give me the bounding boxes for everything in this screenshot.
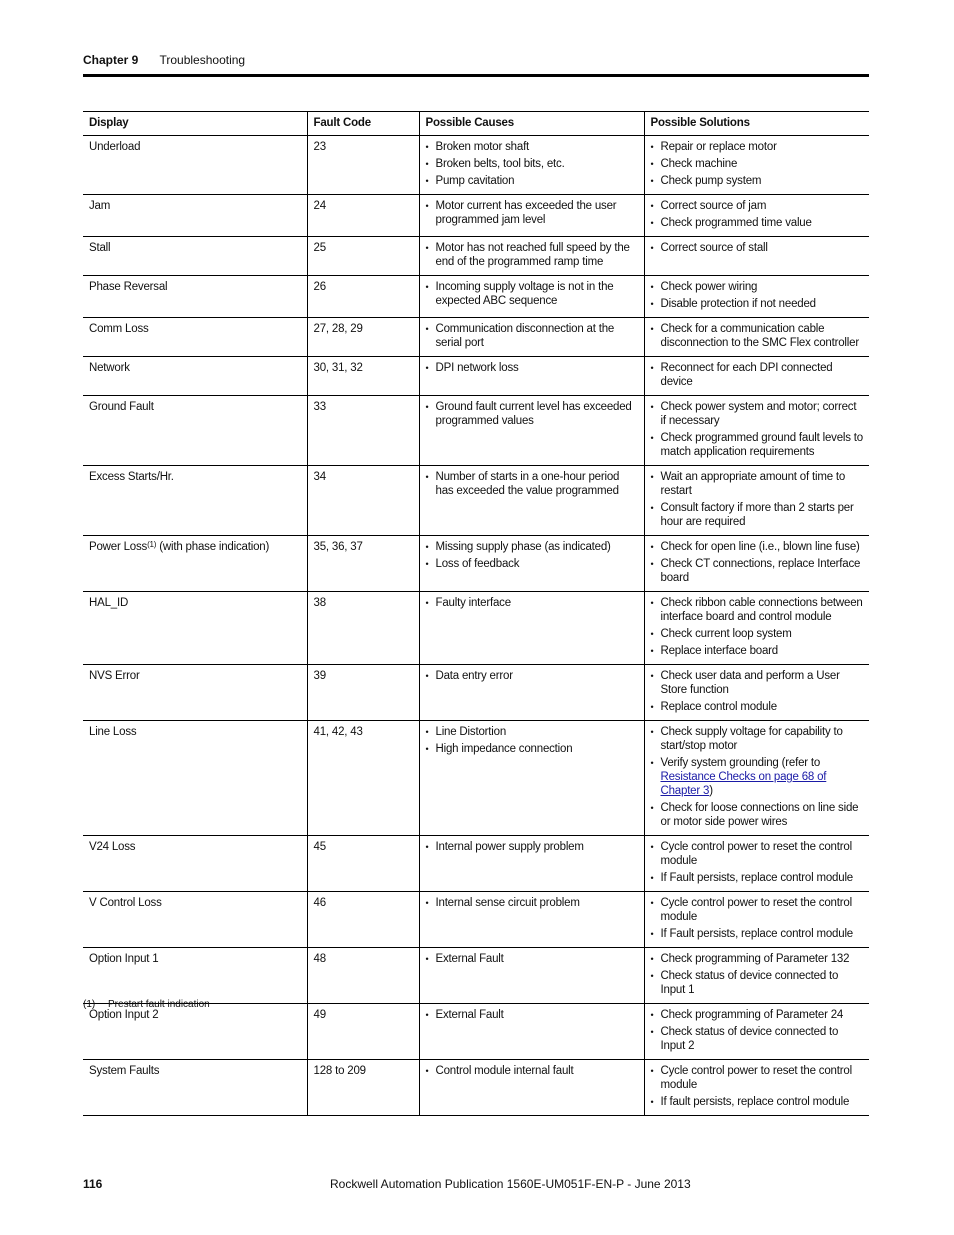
table-row: [83, 136, 869, 195]
fault-code-cell: 41, 42, 43: [307, 721, 419, 836]
cause-item: • External Fault: [426, 952, 638, 966]
fault-code-cell: 24: [307, 195, 419, 237]
solution-item: • Check power system and motor; correct if necessary: [651, 400, 864, 428]
chapter-label: Chapter 9: [83, 53, 139, 67]
cause-item: • DPI network loss: [426, 361, 638, 375]
solution-item: • Consult factory if more than 2 starts per hour are required: [651, 501, 864, 529]
table-row: [83, 1060, 869, 1116]
causes-list: [426, 470, 638, 498]
solutions-list: [651, 400, 864, 459]
display-cell: [83, 665, 307, 721]
solution-item: • Check for loose connections on line side or motor side power wires: [651, 801, 864, 829]
causes-cell: [419, 721, 644, 836]
solution-item: • Check power wiring: [651, 280, 864, 294]
fault-code-cell: 34: [307, 466, 419, 536]
table-row: [83, 357, 869, 396]
solution-item: • Check current loop system: [651, 627, 864, 641]
page-number: 116: [83, 1177, 103, 1191]
display-cell: [83, 466, 307, 536]
display-text: System Faults: [89, 1065, 160, 1077]
solutions-list: [651, 896, 864, 941]
solution-item: • Correct source of jam: [651, 199, 864, 213]
causes-list: [426, 1064, 638, 1078]
fault-code-cell: 35, 36, 37: [307, 536, 419, 592]
display-suffix: (with phase indication): [156, 541, 270, 553]
solution-item: • Disable protection if not needed: [651, 297, 864, 311]
solution-item: • Cycle control power to reset the control module: [651, 1064, 864, 1092]
fault-code-cell: 45: [307, 836, 419, 892]
display-text: V24 Loss: [89, 841, 136, 853]
cause-item: • Motor current has exceeded the user programmed jam level: [426, 199, 638, 227]
solutions-cell: [644, 665, 869, 721]
solutions-cell: [644, 536, 869, 592]
solutions-cell: [644, 136, 869, 195]
solutions-cell: [644, 836, 869, 892]
cause-item: • Line Distortion: [426, 725, 638, 739]
causes-cell: [419, 1060, 644, 1116]
display-text: Comm Loss: [89, 323, 149, 335]
solutions-cell: [644, 396, 869, 466]
solution-item: • Check programming of Parameter 132: [651, 952, 864, 966]
solutions-list: [651, 470, 864, 529]
display-cell: [83, 396, 307, 466]
cause-item: • Internal power supply problem: [426, 840, 638, 854]
table-row: [83, 836, 869, 892]
cause-item: • Motor has not reached full speed by the end of the programmed ramp time: [426, 241, 638, 269]
cause-item: • Broken motor shaft: [426, 140, 638, 154]
causes-list: [426, 1008, 638, 1022]
solution-item: • Check status of device connected to Input 1: [651, 969, 864, 997]
display-cell: [83, 237, 307, 276]
solutions-list: [651, 725, 864, 829]
cause-item: • Data entry error: [426, 669, 638, 683]
table-header-row: [83, 112, 869, 136]
table-row: [83, 536, 869, 592]
display-text: Underload: [89, 141, 141, 153]
solutions-list: [651, 140, 864, 188]
solutions-cell: [644, 721, 869, 836]
table-body: [83, 136, 869, 1116]
causes-list: [426, 725, 638, 756]
solutions-list: [651, 280, 864, 311]
table-row: [83, 318, 869, 357]
solution-item: • Check programmed ground fault levels to match application requirements: [651, 431, 864, 459]
display-text: NVS Error: [89, 670, 140, 682]
solution-item: • If Fault persists, replace control module: [651, 871, 864, 885]
solution-item: [651, 756, 864, 798]
causes-cell: [419, 195, 644, 237]
causes-cell: [419, 466, 644, 536]
table-row: [83, 592, 869, 665]
column-header-display: Display: [83, 112, 307, 136]
solution-item: • Check pump system: [651, 174, 864, 188]
display-cell: [83, 195, 307, 237]
causes-list: [426, 140, 638, 188]
solution-item: • Cycle control power to reset the control module: [651, 896, 864, 924]
solution-item: • Replace control module: [651, 700, 864, 714]
solutions-list: [651, 361, 864, 389]
footnote-ref: (1): [147, 540, 157, 549]
column-header-possible-solutions: Possible Solutions: [644, 112, 869, 136]
causes-cell: [419, 836, 644, 892]
causes-cell: [419, 892, 644, 948]
display-cell: [83, 1004, 307, 1060]
solution-item: • Check for a communication cable disconnection to the SMC Flex controller: [651, 322, 864, 350]
solution-item: • Check machine: [651, 157, 864, 171]
solution-item: • Cycle control power to reset the control module: [651, 840, 864, 868]
causes-list: [426, 400, 638, 428]
header-rule: [83, 74, 869, 77]
cause-item: • Pump cavitation: [426, 174, 638, 188]
display-cell: [83, 721, 307, 836]
solutions-list: [651, 952, 864, 997]
fault-code-cell: 33: [307, 396, 419, 466]
solutions-list: [651, 322, 864, 350]
solution-item: • Check supply voltage for capability to start/stop motor: [651, 725, 864, 753]
fault-code-cell: 46: [307, 892, 419, 948]
display-cell: [83, 536, 307, 592]
table-row: [83, 396, 869, 466]
solutions-cell: [644, 466, 869, 536]
display-text: Ground Fault: [89, 401, 154, 413]
display-cell: [83, 836, 307, 892]
display-text: V Control Loss: [89, 897, 162, 909]
solution-item: • Repair or replace motor: [651, 140, 864, 154]
table-row: [83, 195, 869, 237]
fault-code-cell: 30, 31, 32: [307, 357, 419, 396]
causes-cell: [419, 536, 644, 592]
causes-cell: [419, 665, 644, 721]
display-cell: [83, 592, 307, 665]
display-cell: [83, 948, 307, 1004]
display-cell: [83, 357, 307, 396]
causes-list: [426, 669, 638, 683]
display-text: Jam: [89, 200, 111, 212]
cause-item: • Internal sense circuit problem: [426, 896, 638, 910]
solutions-cell: [644, 276, 869, 318]
fault-code-cell: 38: [307, 592, 419, 665]
footnote-mark: (1): [83, 999, 96, 1010]
cross-reference-link[interactable]: Resistance Checks on page 68 of Chapter 3: [660, 771, 827, 797]
causes-cell: [419, 948, 644, 1004]
causes-list: [426, 241, 638, 269]
fault-code-cell: 48: [307, 948, 419, 1004]
table-row: [83, 1004, 869, 1060]
solution-item: • Check ribbon cable connections between interface board and control module: [651, 596, 864, 624]
solutions-cell: [644, 357, 869, 396]
solutions-list: [651, 540, 864, 585]
fault-code-cell: 128 to 209: [307, 1060, 419, 1116]
column-header-possible-causes: Possible Causes: [419, 112, 644, 136]
cause-item: • Ground fault current level has exceeded programmed values: [426, 400, 638, 428]
solutions-list: [651, 199, 864, 230]
display-text: Network: [89, 362, 130, 374]
cause-item: • Faulty interface: [426, 596, 638, 610]
solution-item: • Replace interface board: [651, 644, 864, 658]
fault-code-cell: 27, 28, 29: [307, 318, 419, 357]
causes-cell: [419, 592, 644, 665]
footnote: [83, 999, 210, 1010]
display-text: Stall: [89, 242, 111, 254]
display-cell: [83, 136, 307, 195]
causes-list: [426, 896, 638, 910]
causes-cell: [419, 276, 644, 318]
cause-item: • Incoming supply voltage is not in the expected ABC sequence: [426, 280, 638, 308]
solution-item: • Check programming of Parameter 24: [651, 1008, 864, 1022]
solutions-cell: [644, 237, 869, 276]
display-cell: [83, 276, 307, 318]
solutions-list: [651, 669, 864, 714]
solutions-cell: [644, 318, 869, 357]
solutions-list: [651, 241, 864, 255]
cause-item: • Broken belts, tool bits, etc.: [426, 157, 638, 171]
solutions-cell: [644, 1060, 869, 1116]
solution-item: • Check status of device connected to Input 2: [651, 1025, 864, 1053]
publication-info: Rockwell Automation Publication 1560E-UM051F-EN-P - June 2013: [330, 1177, 691, 1191]
causes-cell: [419, 136, 644, 195]
causes-list: [426, 596, 638, 610]
cause-item: • High impedance connection: [426, 742, 638, 756]
causes-list: [426, 322, 638, 350]
display-text: Power Loss: [89, 541, 148, 553]
solutions-cell: [644, 195, 869, 237]
solution-item: • Reconnect for each DPI connected device: [651, 361, 864, 389]
footnote-text: Prestart fault indication: [108, 999, 210, 1010]
solution-item: • Correct source of stall: [651, 241, 864, 255]
display-text: Line Loss: [89, 726, 137, 738]
running-header: [83, 53, 245, 67]
display-cell: [83, 1060, 307, 1116]
column-header-fault-code: Fault Code: [307, 112, 419, 136]
solution-item: • Check for open line (i.e., blown line fuse): [651, 540, 864, 554]
solution-item: • Wait an appropriate amount of time to restart: [651, 470, 864, 498]
cause-item: • Control module internal fault: [426, 1064, 638, 1078]
table-row: [83, 892, 869, 948]
solutions-list: [651, 840, 864, 885]
causes-cell: [419, 318, 644, 357]
fault-code-cell: 23: [307, 136, 419, 195]
causes-list: [426, 199, 638, 227]
fault-code-cell: 26: [307, 276, 419, 318]
causes-cell: [419, 237, 644, 276]
table-row: [83, 237, 869, 276]
table-row: [83, 466, 869, 536]
solution-item: • If Fault persists, replace control module: [651, 927, 864, 941]
solutions-cell: [644, 1004, 869, 1060]
display-text: Option Input 1: [89, 953, 159, 965]
solutions-list: [651, 1064, 864, 1109]
cause-item: • Loss of feedback: [426, 557, 638, 571]
table-row: [83, 276, 869, 318]
causes-cell: [419, 1004, 644, 1060]
causes-list: [426, 280, 638, 308]
solutions-cell: [644, 948, 869, 1004]
solution-text: Verify system grounding (refer to: [660, 757, 821, 769]
table-row: [83, 665, 869, 721]
causes-cell: [419, 396, 644, 466]
solution-item: • Check user data and perform a User Store function: [651, 669, 864, 697]
display-text: Option Input 2: [89, 1009, 159, 1021]
fault-code-cell: 49: [307, 1004, 419, 1060]
cause-item: • Missing supply phase (as indicated): [426, 540, 638, 554]
solutions-list: [651, 1008, 864, 1053]
table-row: [83, 948, 869, 1004]
solutions-list: [651, 596, 864, 658]
cause-item: • External Fault: [426, 1008, 638, 1022]
causes-cell: [419, 357, 644, 396]
cause-item: • Number of starts in a one-hour period has exceeded the value programmed: [426, 470, 638, 498]
causes-list: [426, 840, 638, 854]
display-text: Excess Starts/Hr.: [89, 471, 174, 483]
fault-code-cell: 25: [307, 237, 419, 276]
solutions-cell: [644, 892, 869, 948]
causes-list: [426, 952, 638, 966]
solution-item: • Check programmed time value: [651, 216, 864, 230]
solutions-cell: [644, 592, 869, 665]
solution-text: ): [709, 785, 713, 797]
causes-list: [426, 361, 638, 375]
causes-list: [426, 540, 638, 571]
table-row: [83, 721, 869, 836]
display-text: Phase Reversal: [89, 281, 168, 293]
solution-item: • If fault persists, replace control module: [651, 1095, 864, 1109]
display-text: HAL_ID: [89, 597, 129, 609]
cause-item: • Communication disconnection at the serial port: [426, 322, 638, 350]
display-cell: [83, 318, 307, 357]
fault-code-cell: 39: [307, 665, 419, 721]
fault-table: [83, 111, 869, 1116]
solution-item: • Check CT connections, replace Interface board: [651, 557, 864, 585]
display-cell: [83, 892, 307, 948]
section-title: Troubleshooting: [159, 53, 246, 67]
